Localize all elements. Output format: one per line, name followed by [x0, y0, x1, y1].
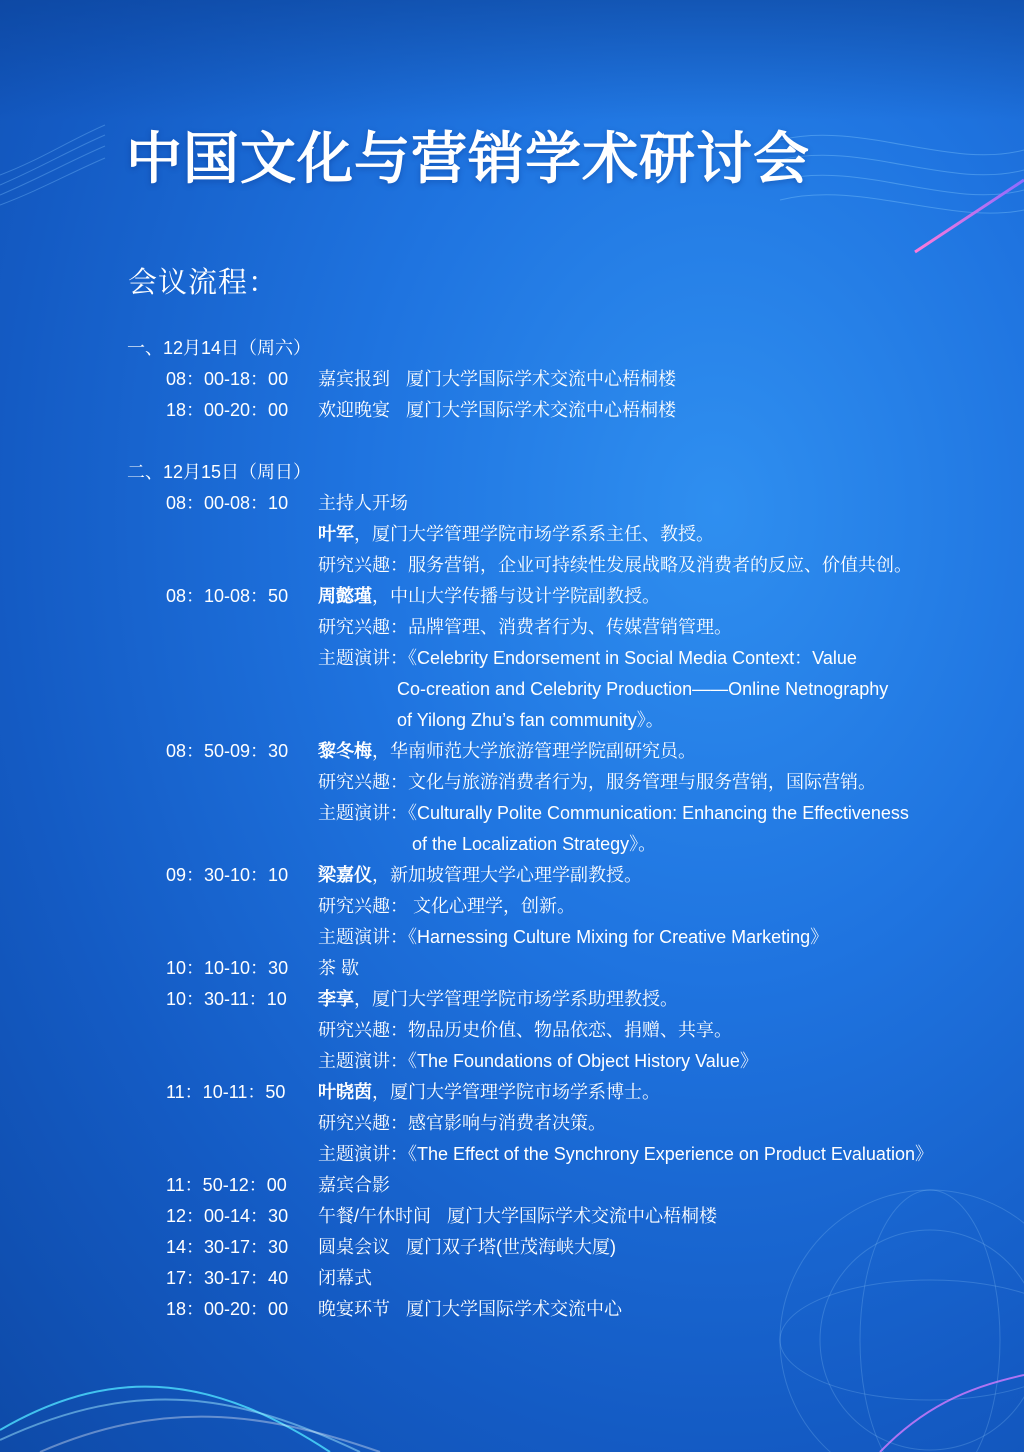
speaker-affiliation: ，厦门大学管理学院市场学系助理教授。	[354, 989, 678, 1009]
interest-row	[0, 1015, 1024, 1046]
talk-title: 主题演讲：《Harnessing Culture Mixing for Creative Marketing》	[318, 927, 829, 947]
schedule-row	[0, 736, 1024, 767]
research-interest: 研究兴趣：服务营销，企业可持续性发展战略及消费者的反应、价值共创。	[318, 555, 912, 575]
talk-title: 主题演讲：《Culturally Polite Communication: Enhancing the Effectiveness	[318, 803, 909, 823]
time-slot: 11：50-12：00	[166, 1175, 287, 1195]
event-name: 主持人开场	[318, 493, 408, 513]
event-name: 茶 歇	[318, 958, 360, 978]
talk-title: 主题演讲：《The Effect of the Synchrony Experience on Product Evaluation》	[318, 1144, 933, 1164]
speaker-name: 黎冬梅	[318, 741, 372, 761]
research-interest: 研究兴趣：品牌管理、消费者行为、传媒营销管理。	[318, 617, 732, 637]
venue: 厦门大学国际学术交流中心梧桐楼	[406, 400, 676, 420]
talk-title-continued: of Yilong Zhu’s fan community》。	[397, 710, 664, 730]
time-slot: 18：00-20：00	[166, 400, 289, 420]
schedule-row	[0, 1294, 1024, 1325]
event-name: 午餐/午休时间	[318, 1206, 432, 1226]
schedule-row	[0, 1170, 1024, 1201]
speaker-name: 叶军	[318, 524, 354, 544]
event-name: 圆桌会议	[318, 1237, 390, 1257]
schedule-row	[0, 488, 1024, 519]
talk-row	[0, 1139, 1024, 1170]
speaker-name: 李享	[318, 989, 354, 1009]
talk-title: 主题演讲：《The Foundations of Object History Value》	[318, 1051, 758, 1071]
schedule-row	[0, 984, 1024, 1015]
time-slot: 08：50-09：30	[166, 741, 289, 761]
schedule-row	[0, 581, 1024, 612]
speaker-name: 梁嘉仪	[318, 865, 372, 885]
event-name: 晚宴环节	[318, 1299, 390, 1319]
day-heading: 一、12月14日（周六）	[127, 338, 312, 358]
schedule-row	[0, 953, 1024, 984]
time-slot: 12：00-14：30	[166, 1206, 289, 1226]
interest-row	[0, 891, 1024, 922]
schedule-row	[0, 1077, 1024, 1108]
schedule-row	[0, 1201, 1024, 1232]
interest-row	[0, 1108, 1024, 1139]
talk-row	[0, 1046, 1024, 1077]
schedule-row	[0, 860, 1024, 891]
talk-title-continued: of the Localization Strategy》。	[412, 834, 657, 854]
research-interest: 研究兴趣：物品历史价值、物品依恋、捐赠、共享。	[318, 1020, 732, 1040]
venue: 厦门双子塔(世茂海峡大厦)	[406, 1237, 616, 1257]
speaker-affiliation: ，华南师范大学旅游管理学院副研究员。	[372, 741, 696, 761]
research-interest: 研究兴趣：文化与旅游消费者行为，服务管理与服务营销，国际营销。	[318, 772, 876, 792]
time-slot: 08：00-18：00	[166, 369, 289, 389]
time-slot: 08：00-08：10	[166, 493, 289, 513]
interest-row	[0, 767, 1024, 798]
talk-row	[0, 705, 1024, 736]
time-slot: 18：00-20：00	[166, 1299, 289, 1319]
day-heading: 二、12月15日（周日）	[127, 462, 312, 482]
event-name: 嘉宾合影	[318, 1175, 390, 1195]
talk-title-continued: Co-creation and Celebrity Production——Online Netnography	[397, 679, 889, 699]
speaker-affiliation: ，中山大学传播与设计学院副教授。	[372, 586, 660, 606]
research-interest: 研究兴趣：感官影响与消费者决策。	[318, 1113, 606, 1133]
speaker-name: 周懿瑾	[318, 586, 372, 606]
time-slot: 14：30-17：30	[166, 1237, 289, 1257]
talk-row	[0, 829, 1024, 860]
talk-row	[0, 922, 1024, 953]
venue: 厦门大学国际学术交流中心梧桐楼	[447, 1206, 718, 1226]
interest-row	[0, 612, 1024, 643]
event-name: 嘉宾报到	[318, 369, 390, 389]
schedule-row	[0, 364, 1024, 395]
time-slot: 08：10-08：50	[166, 586, 289, 606]
speaker-affiliation: ，厦门大学管理学院市场学系系主任、教授。	[354, 524, 714, 544]
time-slot: 11：10-11：50	[166, 1082, 286, 1102]
time-slot: 17：30-17：40	[166, 1268, 289, 1288]
venue: 厦门大学国际学术交流中心	[406, 1299, 622, 1319]
time-slot: 10：10-10：30	[166, 958, 289, 978]
time-slot: 09：30-10：10	[166, 865, 289, 885]
research-interest: 研究兴趣： 文化心理学，创新。	[318, 896, 575, 916]
event-name: 闭幕式	[318, 1268, 372, 1288]
speaker-affiliation: ，厦门大学管理学院市场学系博士。	[372, 1082, 660, 1102]
talk-row	[0, 643, 1024, 674]
event-name: 欢迎晚宴	[318, 400, 390, 420]
talk-row	[0, 798, 1024, 829]
schedule-row	[0, 1232, 1024, 1263]
time-slot: 10：30-11：10	[166, 989, 287, 1009]
page-title: 中国文化与营销学术研讨会	[126, 127, 810, 192]
interest-row	[0, 550, 1024, 581]
speaker-name: 叶晓茵	[318, 1082, 372, 1102]
talk-row	[0, 674, 1024, 705]
schedule-row	[0, 1263, 1024, 1294]
section-heading: 会议流程：	[128, 267, 279, 299]
talk-title: 主题演讲：《Celebrity Endorsement in Social Media Context：Value	[318, 648, 857, 668]
speaker-row	[0, 519, 1024, 550]
venue: 厦门大学国际学术交流中心梧桐楼	[406, 369, 676, 389]
program-schedule	[0, 333, 1024, 1325]
schedule-row	[0, 395, 1024, 426]
speaker-affiliation: ，新加坡管理大学心理学副教授。	[372, 865, 642, 885]
